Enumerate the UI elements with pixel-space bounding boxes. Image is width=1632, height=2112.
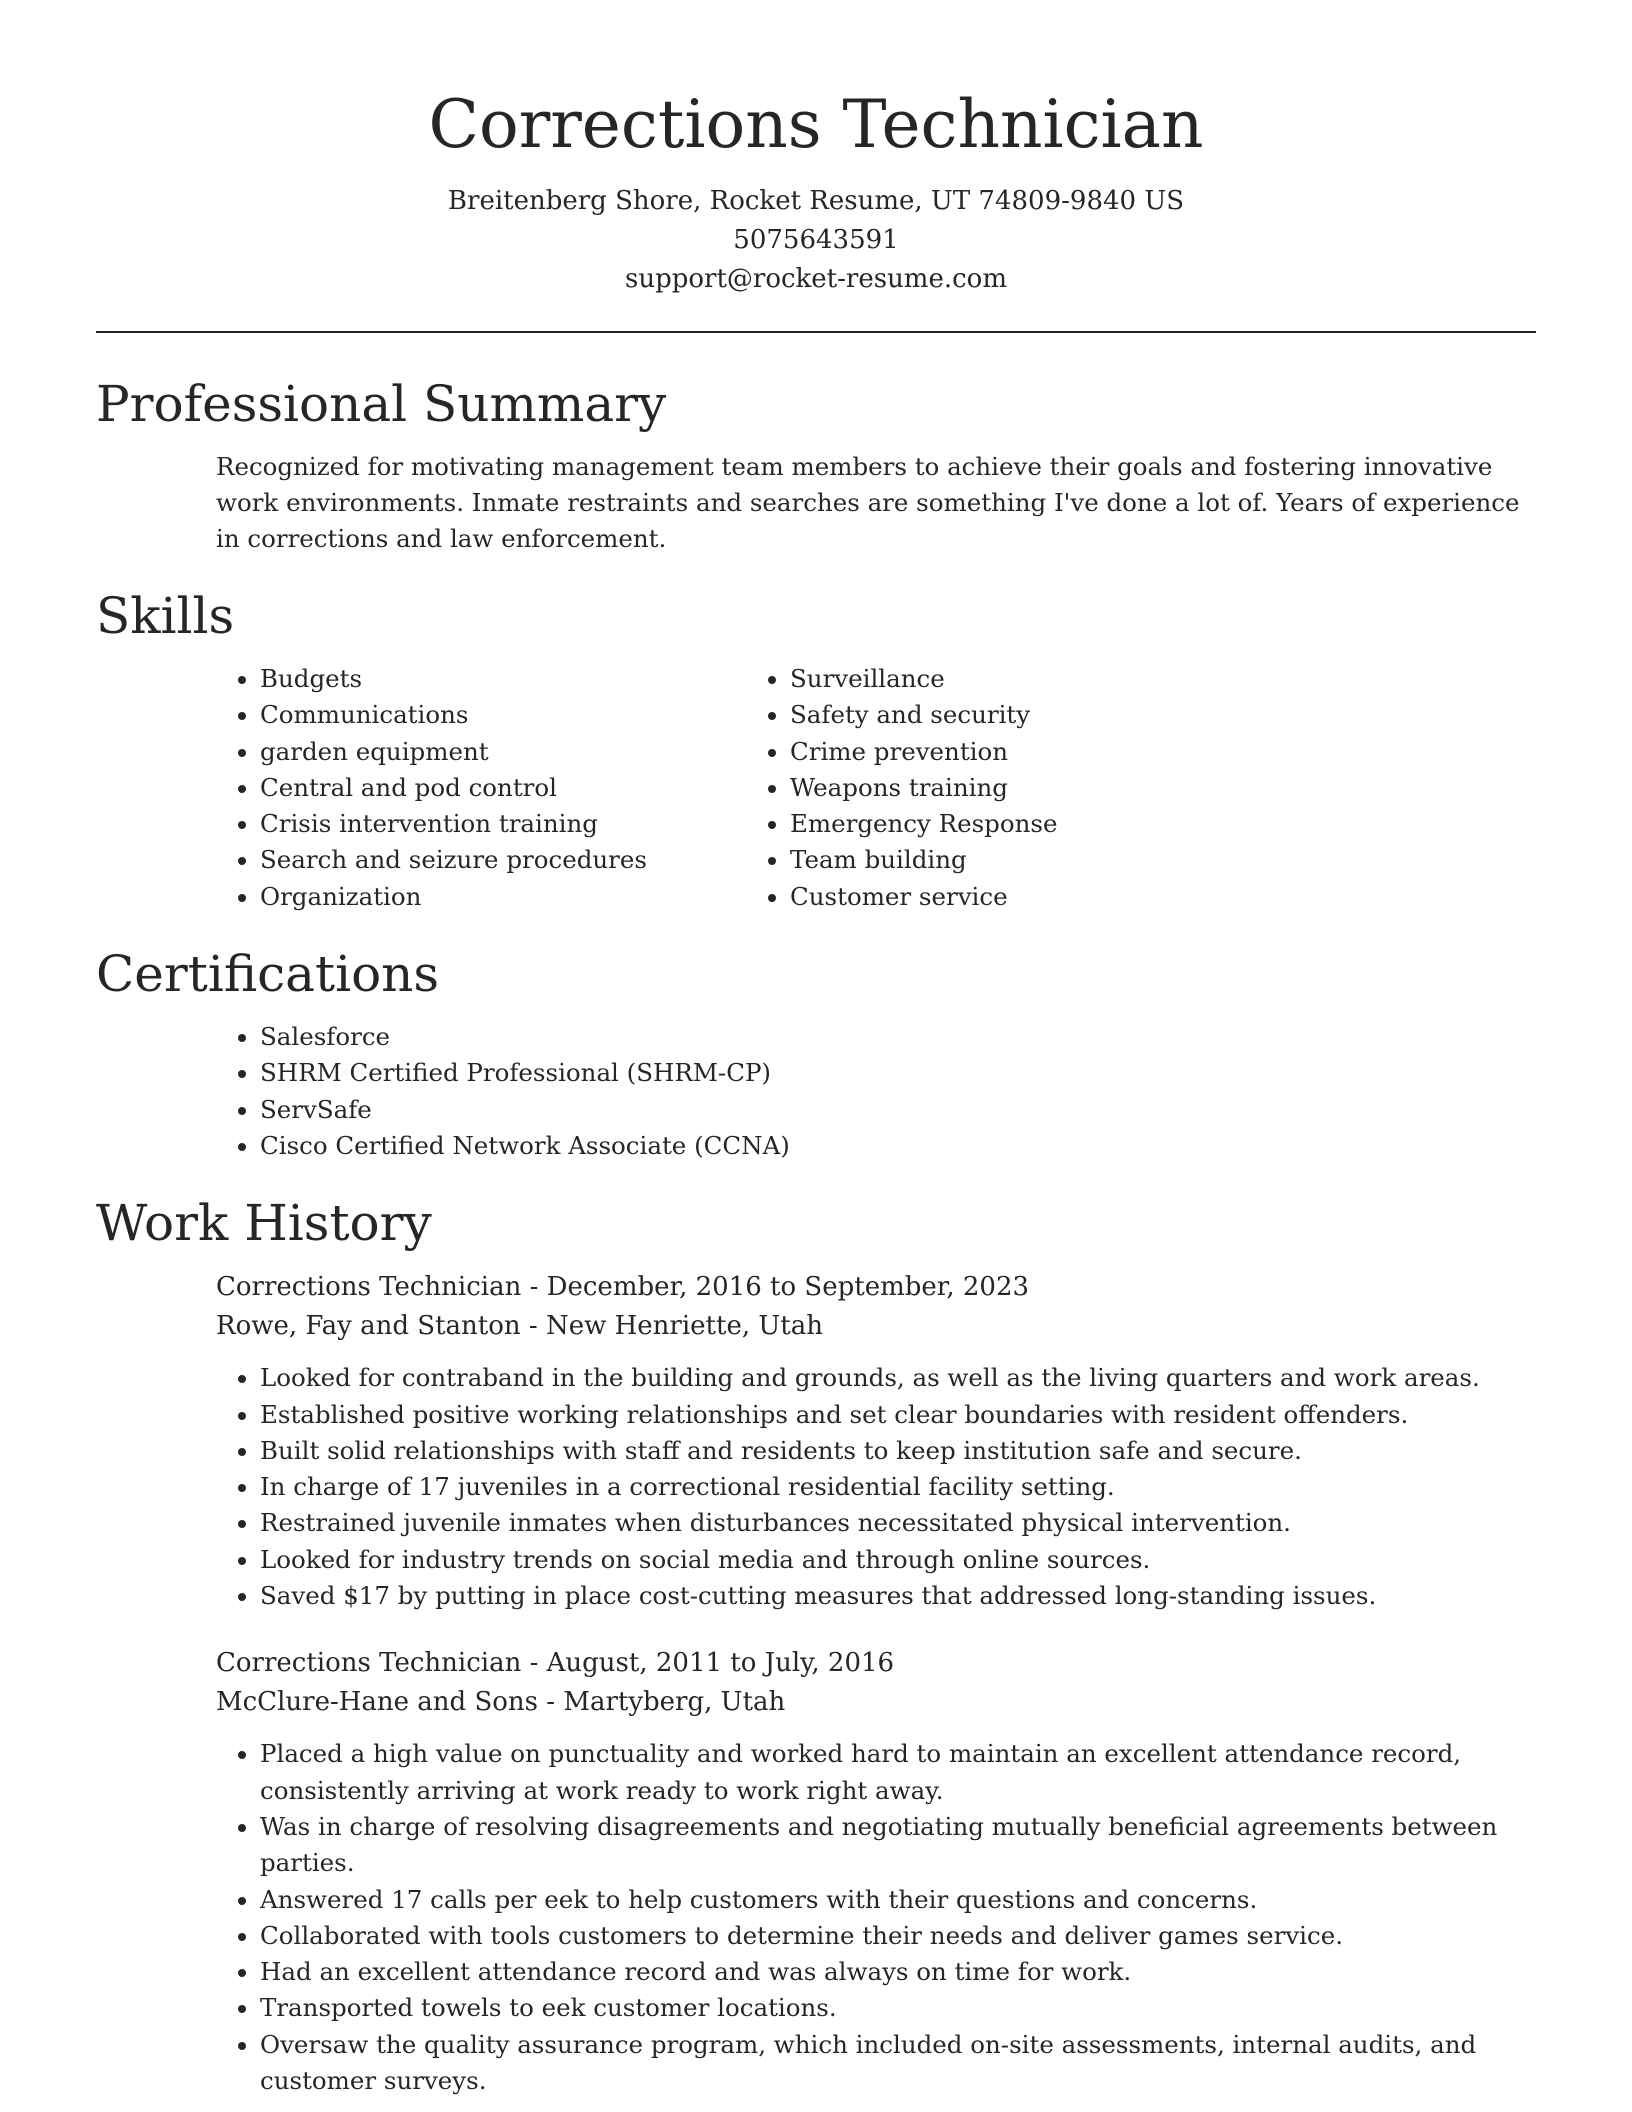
skill-item: • Budgets bbox=[260, 661, 746, 697]
skill-item: • garden equipment bbox=[260, 734, 746, 770]
contact-block bbox=[96, 182, 1536, 299]
skills-columns bbox=[96, 661, 1536, 915]
job-role-line: Corrections Technician - August, 2011 to July, 2016 bbox=[216, 1648, 895, 1679]
duty-item: • Looked for contraband in the building and grounds, as well as the living quarters and work areas. bbox=[260, 1360, 1536, 1396]
duty-item: • Collaborated with tools customers to determine their needs and deliver games service. bbox=[260, 1918, 1536, 1954]
duty-item: • Placed a high value on punctuality and worked hard to maintain an excellent attendance record, consistently arriving at work ready to work right away. bbox=[260, 1736, 1536, 1809]
header-divider bbox=[96, 331, 1536, 333]
skills-list-right bbox=[746, 661, 1057, 915]
resume-header bbox=[96, 0, 1536, 299]
duty-item: • Oversaw the quality assurance program, which included on-site assessments, internal audits, and customer surveys. bbox=[260, 2027, 1536, 2100]
certifications-heading: Certifications bbox=[96, 945, 440, 1004]
job-duties-list bbox=[216, 1360, 1536, 1614]
job-company-line: McClure-Hane and Sons - Martyberg, Utah bbox=[216, 1687, 786, 1718]
duty-item: • Saved $17 by putting in place cost-cutting measures that addressed long-standing issues. bbox=[260, 1578, 1536, 1614]
skill-item: • Search and seizure procedures bbox=[260, 842, 746, 878]
duty-item: • Established positive working relationships and set clear boundaries with resident offenders. bbox=[260, 1397, 1536, 1433]
skill-item: • Customer service bbox=[790, 879, 1057, 915]
email-text: support@rocket-resume.com bbox=[624, 264, 1007, 294]
skill-item: • Organization bbox=[260, 879, 746, 915]
summary-heading: Professional Summary bbox=[96, 375, 667, 433]
certification-item: • Cisco Certified Network Associate (CCNA) bbox=[260, 1128, 1536, 1164]
duty-item: • Restrained juvenile inmates when disturbances necessitated physical intervention. bbox=[260, 1505, 1536, 1541]
skill-item: • Communications bbox=[260, 697, 746, 733]
duty-item: • Had an excellent attendance record and was always on time for work. bbox=[260, 1954, 1536, 1990]
duty-item: • Looked for industry trends on social media and through online sources. bbox=[260, 1542, 1536, 1578]
skill-item: • Crisis intervention training bbox=[260, 806, 746, 842]
skill-item: • Central and pod control bbox=[260, 770, 746, 806]
skills-heading: Skills bbox=[96, 587, 235, 645]
skill-item: • Emergency Response bbox=[790, 806, 1057, 842]
certification-item: • Salesforce bbox=[260, 1019, 1536, 1055]
duty-item: • Was in charge of resolving disagreements and negotiating mutually beneficial agreements between parties. bbox=[260, 1809, 1536, 1882]
job-entry bbox=[216, 1644, 1536, 2099]
duty-item: • Answered 17 calls per eek to help customers with their questions and concerns. bbox=[260, 1882, 1536, 1918]
address-text: Breitenberg Shore, Rocket Resume, UT 74809-9840 US bbox=[447, 186, 1185, 216]
skill-item: • Weapons training bbox=[790, 770, 1057, 806]
job-entry bbox=[216, 1268, 1536, 1614]
job-role-line: Corrections Technician - December, 2016 to September, 2023 bbox=[216, 1272, 1030, 1303]
skill-item: • Surveillance bbox=[790, 661, 1057, 697]
skills-list-left bbox=[96, 661, 746, 915]
skill-item: • Safety and security bbox=[790, 697, 1057, 733]
phone-text: 5075643591 bbox=[733, 225, 899, 255]
duty-item: • Built solid relationships with staff and residents to keep institution safe and secure. bbox=[260, 1433, 1536, 1469]
certifications-list bbox=[96, 1019, 1536, 1164]
work-history-heading: Work History bbox=[96, 1194, 432, 1253]
skill-item: • Crime prevention bbox=[790, 734, 1057, 770]
candidate-title: Corrections Technician bbox=[428, 86, 1204, 163]
job-duties-list bbox=[216, 1736, 1536, 2099]
skill-item: • Team building bbox=[790, 842, 1057, 878]
duty-item: • Transported towels to eek customer locations. bbox=[260, 1990, 1536, 2026]
duty-item: • In charge of 17 juveniles in a correctional residential facility setting. bbox=[260, 1469, 1536, 1505]
summary-paragraph: Recognized for motivating management team members to achieve their goals and fostering innovative work environments. Inmate restraints and searches are something I've done a lot of. Years of experience in corrections and law enforcement. bbox=[216, 452, 1520, 553]
job-company-line: Rowe, Fay and Stanton - New Henriette, Utah bbox=[216, 1311, 823, 1342]
certification-item: • ServSafe bbox=[260, 1092, 1536, 1128]
certification-item: • SHRM Certified Professional (SHRM-CP) bbox=[260, 1055, 1536, 1091]
